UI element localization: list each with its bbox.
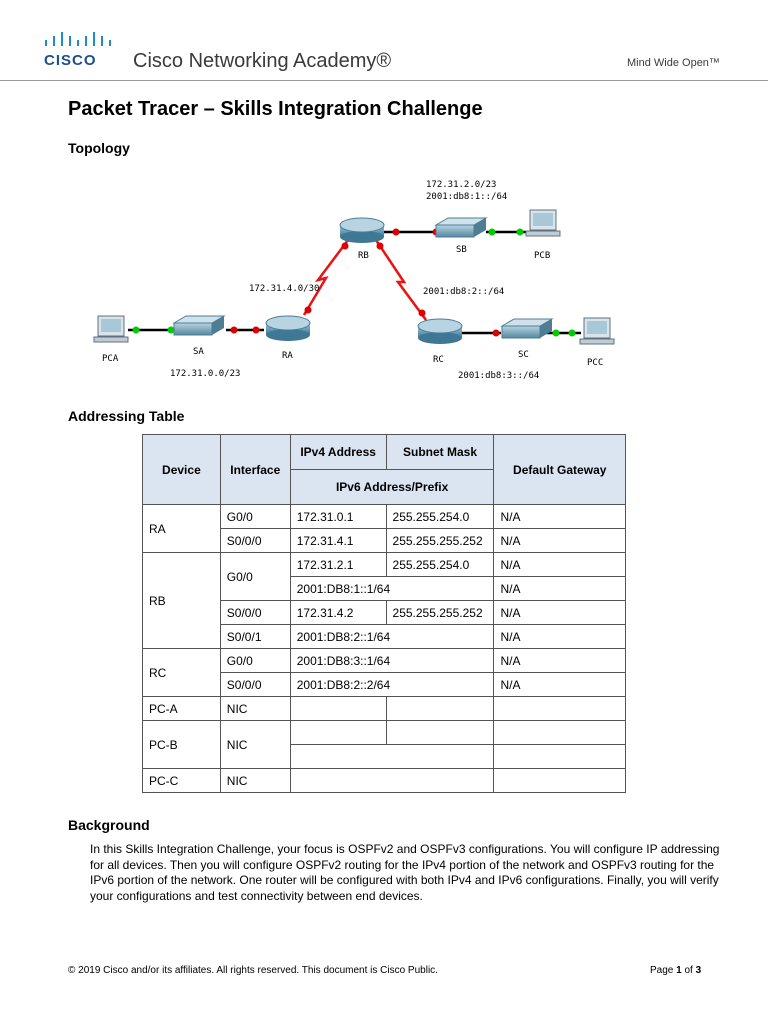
cisco-logo-text: CISCO xyxy=(44,52,97,69)
background-paragraph: In this Skills Integration Challenge, your focus is OSPFv2 and OSPFv3 configurations. You will configure IP addressing for all devices. Then you will configure OSPFv2 routing for the IPv4 portion of the network and OSPFv3 routing for the IPv6 portion of the network. One router will be configured with both IPv4 and IPv6 configurations. Finally, you will verify your configurations and test connectivity between end devices. xyxy=(90,842,720,903)
col-header-device: Device xyxy=(143,435,221,505)
switch-sb-icon xyxy=(436,218,486,237)
table-row xyxy=(143,721,626,745)
label-sa: SA xyxy=(193,347,204,357)
cell-interface: NIC xyxy=(220,697,290,721)
footer-page-number xyxy=(650,965,701,976)
cell-empty xyxy=(494,721,626,745)
label-pcb: PCB xyxy=(534,251,551,261)
label-net-sb-v6: 2001:db8:1::/64 xyxy=(426,192,508,202)
cell-mask: 255.255.254.0 xyxy=(386,553,494,577)
tagline: Mind Wide Open™ xyxy=(627,57,720,69)
cell-empty xyxy=(290,697,386,721)
page-current: 1 xyxy=(676,965,682,976)
pc-c-icon xyxy=(580,318,614,344)
switch-sa-icon xyxy=(174,316,224,335)
cell-empty xyxy=(290,745,494,769)
label-net-ra-rb: 172.31.4.0/30 xyxy=(249,284,320,294)
col-header-ipv6: IPv6 Address/Prefix xyxy=(290,470,494,505)
router-ra-icon xyxy=(266,316,310,341)
cell-device: RB xyxy=(143,553,221,649)
port-dot xyxy=(133,327,140,334)
cell-ip: 172.31.4.1 xyxy=(290,529,386,553)
port-dot xyxy=(493,330,500,337)
cell-empty xyxy=(494,697,626,721)
table-row xyxy=(143,553,626,577)
cell-interface: S0/0/0 xyxy=(220,673,290,697)
addressing-heading: Addressing Table xyxy=(68,408,185,424)
header-divider xyxy=(0,80,768,81)
label-pca: PCA xyxy=(102,354,119,364)
label-net-sb-v4: 172.31.2.0/23 xyxy=(426,180,497,190)
cell-empty xyxy=(290,721,386,745)
cell-mask: 255.255.255.252 xyxy=(386,529,494,553)
footer-copyright: © 2019 Cisco and/or its affiliates. All rights reserved. This document is Cisco Public. xyxy=(68,965,438,976)
cell-device: PC-A xyxy=(143,697,221,721)
label-sc: SC xyxy=(518,350,529,360)
port-dot xyxy=(393,229,400,236)
cell-gateway: N/A xyxy=(494,673,626,697)
port-dot xyxy=(419,310,426,317)
topology-heading: Topology xyxy=(68,140,130,156)
label-rc: RC xyxy=(433,355,444,365)
cell-empty xyxy=(494,745,626,769)
cell-gateway: N/A xyxy=(494,625,626,649)
port-dot xyxy=(489,229,496,236)
label-net-sa: 172.31.0.0/23 xyxy=(170,369,241,379)
cisco-logo-icon xyxy=(44,32,114,50)
cell-mask: 255.255.254.0 xyxy=(386,505,494,529)
label-sb: SB xyxy=(456,245,467,255)
table-row xyxy=(143,505,626,529)
cell-gateway: N/A xyxy=(494,649,626,673)
cell-gateway: N/A xyxy=(494,529,626,553)
port-dot xyxy=(569,330,576,337)
table-row xyxy=(143,769,626,793)
page-title: Packet Tracer – Skills Integration Challenge xyxy=(68,98,483,120)
page-of: of xyxy=(681,965,696,976)
port-dot xyxy=(253,327,260,334)
cell-interface: S0/0/0 xyxy=(220,529,290,553)
router-rb-icon xyxy=(340,218,384,243)
cell-ip: 172.31.0.1 xyxy=(290,505,386,529)
label-net-rb-rc: 2001:db8:2::/64 xyxy=(423,287,505,297)
page-header xyxy=(0,0,768,80)
port-dot xyxy=(342,243,349,250)
cell-ipv6: 2001:DB8:3::1/64 xyxy=(290,649,494,673)
cell-ipv6: 2001:DB8:2::1/64 xyxy=(290,625,494,649)
page-total: 3 xyxy=(695,965,702,976)
col-header-gateway: Default Gateway xyxy=(494,435,626,505)
table-row xyxy=(143,649,626,673)
cell-gateway: N/A xyxy=(494,553,626,577)
cell-gateway: N/A xyxy=(494,601,626,625)
label-net-sc: 2001:db8:3::/64 xyxy=(458,371,540,381)
serial-link-rb-rc xyxy=(376,240,426,320)
port-dot xyxy=(377,243,384,250)
cell-interface: NIC xyxy=(220,769,290,793)
label-ra: RA xyxy=(282,351,293,361)
cell-gateway: N/A xyxy=(494,505,626,529)
cell-interface: S0/0/1 xyxy=(220,625,290,649)
cell-device: PC-C xyxy=(143,769,221,793)
cell-ipv6: 2001:DB8:2::2/64 xyxy=(290,673,494,697)
topology-diagram xyxy=(86,170,646,385)
cell-interface: G0/0 xyxy=(220,553,290,601)
cell-empty xyxy=(494,769,626,793)
label-pcc: PCC xyxy=(587,358,604,368)
cell-empty xyxy=(290,769,494,793)
label-rb: RB xyxy=(358,251,369,261)
col-header-ipv4: IPv4 Address xyxy=(290,435,386,470)
cell-device: RC xyxy=(143,649,221,697)
cell-device: RA xyxy=(143,505,221,553)
cell-mask: 255.255.255.252 xyxy=(386,601,494,625)
cell-ipv6: 2001:DB8:1::1/64 xyxy=(290,577,494,601)
col-header-interface: Interface xyxy=(220,435,290,505)
pc-a-icon xyxy=(94,316,128,342)
cell-interface: G0/0 xyxy=(220,649,290,673)
cell-ip: 172.31.4.2 xyxy=(290,601,386,625)
router-rc-icon xyxy=(418,319,462,344)
cell-interface: S0/0/0 xyxy=(220,601,290,625)
pc-b-icon xyxy=(526,210,560,236)
cell-gateway: N/A xyxy=(494,577,626,601)
cell-empty xyxy=(386,697,494,721)
cell-device: PC-B xyxy=(143,721,221,769)
serial-link-ra-rb xyxy=(304,240,348,315)
port-dot xyxy=(305,307,312,314)
port-dot xyxy=(231,327,238,334)
cell-interface: G0/0 xyxy=(220,505,290,529)
switch-sc-icon xyxy=(502,319,552,338)
cell-empty xyxy=(386,721,494,745)
port-dot xyxy=(553,330,560,337)
port-dot xyxy=(517,229,524,236)
port-dot xyxy=(168,327,175,334)
table-row xyxy=(143,697,626,721)
page-prefix: Page xyxy=(650,965,677,976)
background-heading: Background xyxy=(68,817,150,833)
table-header-row xyxy=(143,435,626,470)
cell-interface: NIC xyxy=(220,721,290,769)
addressing-table xyxy=(142,434,626,793)
academy-name: Cisco Networking Academy® xyxy=(133,50,392,72)
col-header-mask: Subnet Mask xyxy=(386,435,494,470)
cell-ip: 172.31.2.1 xyxy=(290,553,386,577)
